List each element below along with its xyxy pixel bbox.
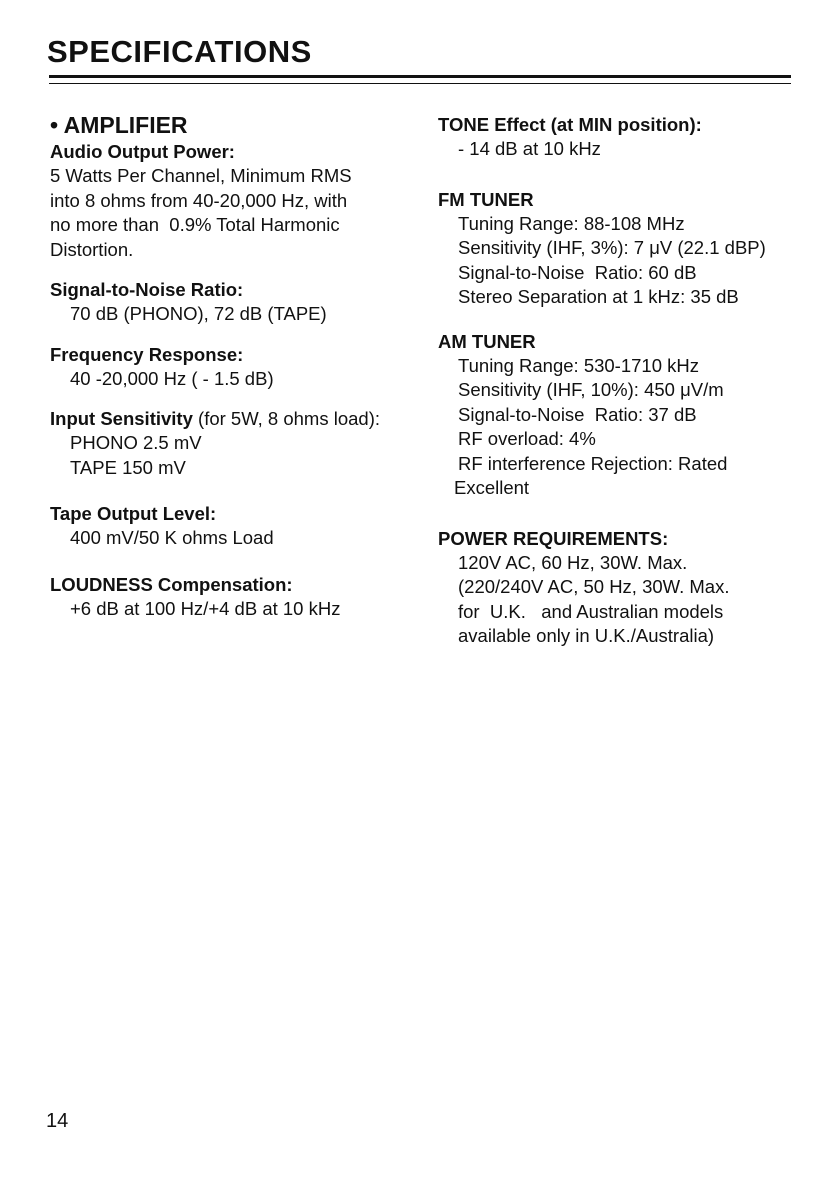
- spec-line: PHONO 2.5 mV: [70, 432, 202, 453]
- spec-line: Stereo Separation at 1 kHz: 35 dB: [458, 286, 739, 307]
- spec-line: 70 dB (PHONO), 72 dB (TAPE): [70, 303, 327, 324]
- spec-line: TAPE 150 mV: [70, 456, 186, 478]
- spec-line: Tuning Range: 88-108 MHz: [458, 212, 685, 234]
- input-sensitivity-label-suffix: (for 5W, 8 ohms load):: [192, 408, 381, 429]
- input-sensitivity-spec: [50, 407, 410, 480]
- audio-output-label: Audio Output Power:: [50, 141, 235, 162]
- spec-line: Tuning Range: 530-1710 kHz: [458, 354, 699, 376]
- tone-label: TONE Effect (at MIN position):: [438, 114, 702, 135]
- spec-line: Distortion.: [50, 238, 134, 260]
- audio-output-spec: [50, 140, 410, 262]
- spec-line: Signal-to-Noise Ratio: 37 dB: [458, 403, 697, 425]
- am-tuner-label: AM TUNER: [438, 330, 536, 352]
- fm-tuner-label: FM TUNER: [438, 188, 534, 210]
- spec-line: into 8 ohms from 40-20,000 Hz, with: [50, 189, 348, 211]
- spec-line: Excellent: [454, 477, 530, 498]
- spec-line: - 14 dB at 10 kHz: [458, 138, 601, 159]
- title-rule-thin: [49, 83, 791, 84]
- tape-output-label: Tape Output Level:: [50, 503, 217, 524]
- am-tuner-spec: [438, 330, 798, 501]
- spec-line: 400 mV/50 K ohms Load: [70, 527, 274, 548]
- page-title: SPECIFICATIONS: [47, 34, 312, 69]
- page-number: 14: [46, 1110, 69, 1132]
- input-sensitivity-label: [50, 407, 410, 431]
- spec-line: RF overload: 4%: [458, 428, 596, 449]
- frequency-response-label: Frequency Response:: [50, 343, 244, 365]
- spec-line: 40 -20,000 Hz ( - 1.5 dB): [70, 367, 274, 389]
- loudness-label: LOUDNESS Compensation:: [50, 573, 293, 595]
- spec-line: for U.K. and Australian models: [458, 600, 724, 622]
- right-column: [438, 113, 798, 649]
- input-sensitivity-label-main: Input Sensitivity: [50, 408, 193, 429]
- spec-line: Sensitivity (IHF, 3%): 7 μV (22.1 dBP): [458, 237, 766, 258]
- loudness-spec: [50, 573, 410, 622]
- spec-line: available only in U.K./Australia): [458, 625, 715, 646]
- fm-tuner-spec: [438, 188, 798, 310]
- spec-line: RF interference Rejection: Rated: [458, 452, 728, 474]
- power-requirements-spec: [438, 527, 798, 649]
- amplifier-heading: • AMPLIFIER: [50, 112, 188, 138]
- left-column: [50, 110, 410, 621]
- spec-line: (220/240V AC, 50 Hz, 30W. Max.: [458, 576, 730, 597]
- power-requirements-label: POWER REQUIREMENTS:: [438, 527, 669, 549]
- frequency-response-spec: [50, 343, 410, 392]
- spec-line: Signal-to-Noise Ratio: 60 dB: [458, 261, 697, 283]
- snr-label: Signal-to-Noise Ratio:: [50, 279, 244, 300]
- title-rule-thick: [49, 75, 791, 78]
- tape-output-spec: [50, 502, 410, 551]
- spec-line: 5 Watts Per Channel, Minimum RMS: [50, 165, 352, 186]
- spec-line: +6 dB at 100 Hz/+4 dB at 10 kHz: [70, 597, 341, 619]
- spec-line: no more than 0.9% Total Harmonic: [50, 214, 340, 235]
- snr-spec: [50, 278, 410, 327]
- tone-spec: [438, 113, 798, 162]
- spec-line: Sensitivity (IHF, 10%): 450 μV/m: [458, 379, 724, 400]
- spec-line: 120V AC, 60 Hz, 30W. Max.: [458, 551, 688, 573]
